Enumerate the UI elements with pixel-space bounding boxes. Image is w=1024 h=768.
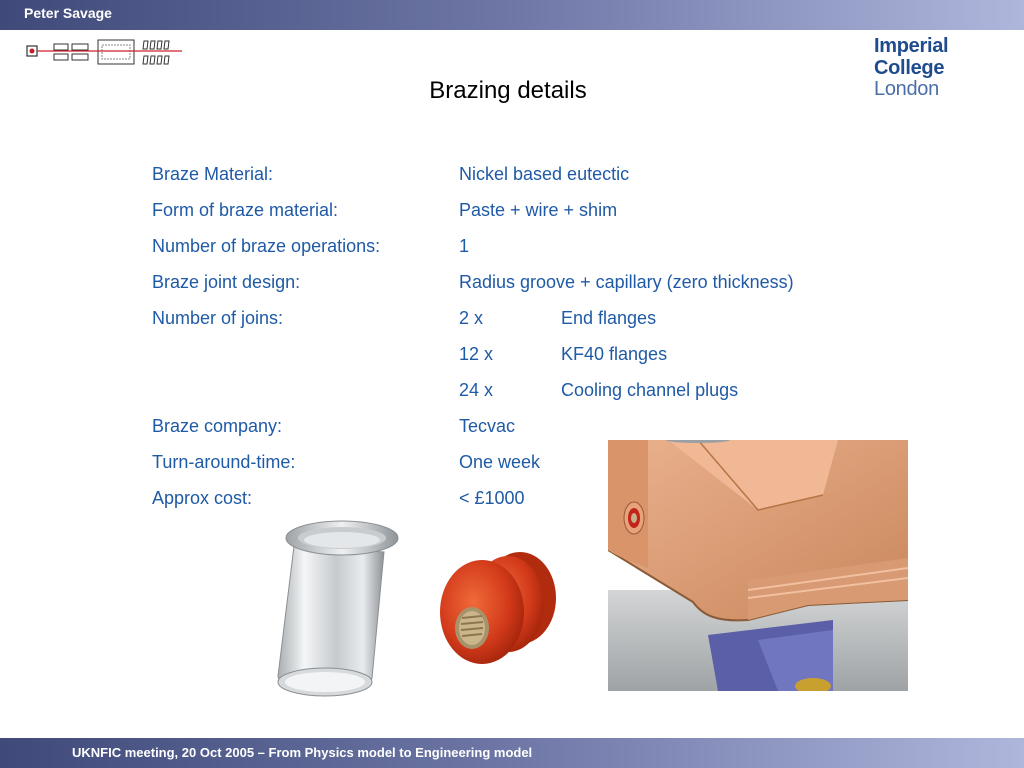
spec-value: 1 xyxy=(459,236,470,256)
footer-text: UKNFIC meeting, 20 Oct 2005 – From Physics model to Engineering model xyxy=(72,745,533,760)
spec-label: Number of braze operations: xyxy=(152,236,381,256)
spec-description: End flanges xyxy=(561,308,657,328)
logo-line-2: London xyxy=(874,78,939,100)
spec-description: Cooling channel plugs xyxy=(561,380,739,400)
spec-value: 12 x xyxy=(459,344,494,364)
spec-value: Radius groove + capillary (zero thickness) xyxy=(459,272,794,292)
spec-value: 2 x xyxy=(459,308,484,328)
spec-row xyxy=(152,380,852,416)
spec-value: Nickel based eutectic xyxy=(459,164,630,184)
spec-row xyxy=(152,236,852,272)
spec-value: Tecvac xyxy=(459,416,516,436)
spec-row xyxy=(152,344,852,380)
spec-value: < £1000 xyxy=(459,488,525,508)
spec-description: KF40 flanges xyxy=(561,344,668,364)
logo-line-1: Imperial College xyxy=(874,35,949,79)
spec-label: Number of joins: xyxy=(152,308,284,328)
spec-row xyxy=(152,164,852,200)
cooling-plug-icon xyxy=(432,548,562,668)
author-name: Peter Savage xyxy=(24,5,112,21)
spec-row xyxy=(152,308,852,344)
spec-label: Approx cost: xyxy=(152,488,253,508)
spec-label: Braze company: xyxy=(152,416,283,436)
header-bar xyxy=(0,0,1024,30)
slide-title: Brazing details xyxy=(429,77,587,104)
spec-value: 24 x xyxy=(459,380,494,400)
spec-value: One week xyxy=(459,452,541,472)
spec-label: Turn-around-time: xyxy=(152,452,296,472)
spec-value: Paste + wire + shim xyxy=(459,200,618,220)
metal-sleeve-icon xyxy=(272,516,404,702)
footer-bar xyxy=(0,738,1024,768)
spec-label: Braze Material: xyxy=(152,164,274,184)
beamline-diagram-icon xyxy=(24,36,184,70)
spec-label: Form of braze material: xyxy=(152,200,339,220)
spec-row xyxy=(152,272,852,308)
cavity-render-icon xyxy=(608,440,908,691)
spec-row xyxy=(152,200,852,236)
spec-label: Braze joint design: xyxy=(152,272,301,292)
